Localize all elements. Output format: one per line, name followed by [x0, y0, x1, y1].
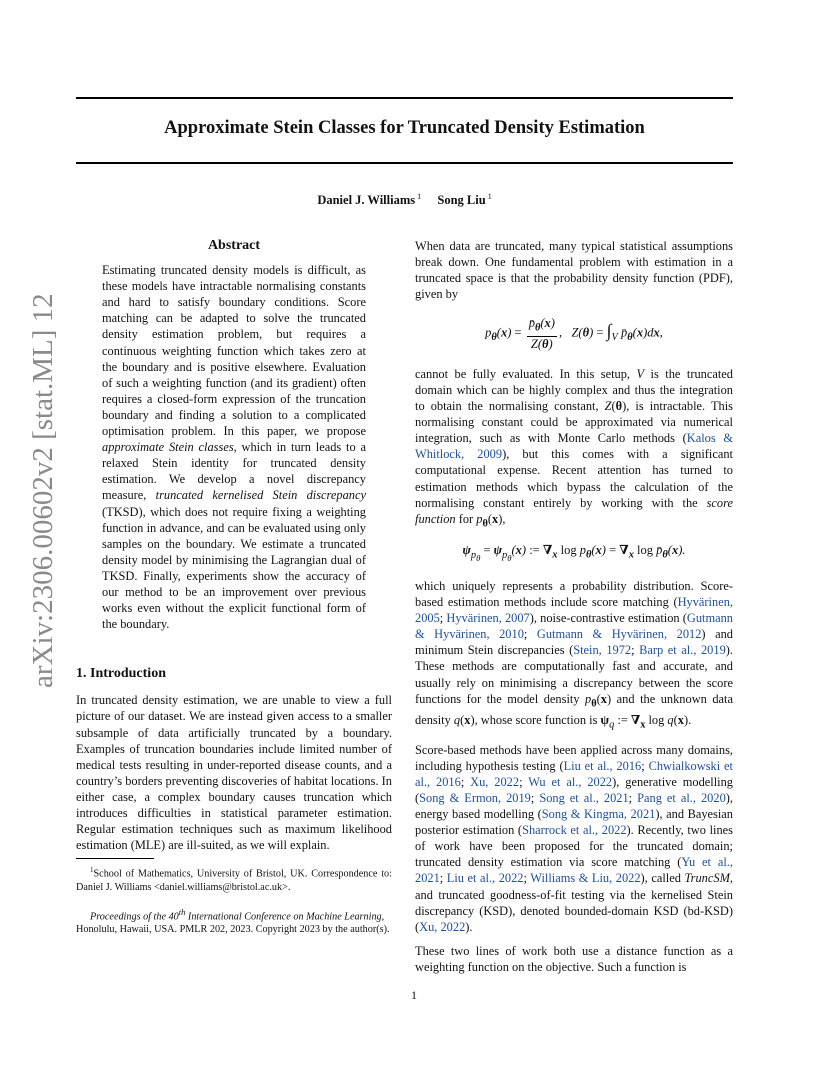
- body-paragraph: cannot be fully evaluated. In this setup, V is the truncated domain which can be highly complex and thus the integration to obtain the normalising constant, Z(θ), is intractable. This normalising constant could be approximated via numerical integration, such as with Monte Carlo methods (Kalos & Whitlock, 2009), but this comes with a significant computational expense. Recent attention has turned to estimation methods which bypass the calculation of the normalising constant entirely by working with the score function for $p_\theta(x)$,: [415, 366, 734, 530]
- right-column: [415, 238, 733, 975]
- equation-pdf: $p_\theta(x)$ = $\frac{p̄_\theta(x)}{Z(\theta)}$ , $Z(\theta) = \int_V$ $p̄_\theta(x)dx$,: [485, 316, 663, 351]
- paper-title: Approximate Stein Classes for Truncated Density Estimation: [164, 118, 645, 138]
- author-list: [76, 192, 733, 208]
- citation-link[interactable]: Wu et al., 2022: [528, 774, 613, 789]
- body-paragraph: When data are truncated, many typical statistical assumptions break down. One fundamental problem with estimation in a truncated space is that the probability density function (PDF), given by: [415, 239, 733, 302]
- citation-link[interactable]: Kalos & Whitlock, 2009: [415, 431, 733, 462]
- page-number: 1: [411, 988, 417, 1002]
- citation-link[interactable]: Sharrock et al., 2022: [522, 823, 627, 838]
- abstract-heading: Abstract: [207, 238, 261, 253]
- title-rule-top: [76, 97, 733, 99]
- citation-link[interactable]: Song et al., 2021: [539, 791, 629, 806]
- citation-link[interactable]: Liu et al., 2022: [446, 871, 524, 886]
- citation-link[interactable]: Gutmann & Hyvärinen, 2010: [415, 611, 734, 642]
- citation-link[interactable]: Stein, 1972: [573, 643, 632, 658]
- author-name: Daniel J. Williams: [317, 193, 416, 207]
- affiliation-footnote: $^1$School of Mathematics, University of Bristol, UK. Correspondence to: Daniel J. Williams <daniel.williams@bristol.ac.uk>.: [76, 866, 392, 893]
- citation-link[interactable]: Xu, 2022: [470, 774, 520, 789]
- body-paragraph: Score-based methods have been applied across many domains, including hypothesis testing (Liu et al., 2016; Chwialkowski et al., 2016; Xu, 2022; Wu et al., 2022), generative modelling (Song & Ermon, 2019; Song et al., 2021; Pang et al., 2020), energy based modelling (Song & Kingma, 2021), and Bayesian posterior estimation (Sharrock et al., 2022). Recently, two lines of work have been proposed for the truncated domain; truncated density estimation via score matching (Yu et al., 2021; Liu et al., 2022; Williams & Liu, 2022), called TruncSM, and truncated goodness-of-fit testing via the kernelised Stein discrepancy (KSD), denoted bounded-domain KSD (bd-KSD) (Xu, 2022).: [415, 742, 734, 934]
- equation-score-function: $\psi_{p_\theta} = \psi_{p_\theta}(x)$ := $\nabla_x$ $\log p_\theta(x) = \nabla_x$ $\log p̄_\theta(x)$.: [462, 543, 686, 563]
- citation-link[interactable]: Williams & Liu, 2022: [530, 871, 641, 886]
- left-column: [76, 238, 392, 936]
- citation-link[interactable]: Yu et al., 2021: [415, 855, 734, 886]
- citation-link[interactable]: Chwialkowski et al., 2016: [415, 758, 733, 789]
- author-affil-mark: 1: [417, 192, 422, 201]
- citation-link[interactable]: Pang et al., 2020: [637, 791, 726, 806]
- proceedings-note: Proceedings of the 40th International Conference on Machine Learning, Honolulu, Hawaii, USA. PMLR 202, 2023. Copyright 2023 by the author(s).: [76, 906, 390, 936]
- title-rule-bottom: [76, 162, 733, 164]
- section-heading-introduction: 1. Introduction: [76, 666, 166, 682]
- citation-link[interactable]: Hyvärinen, 2007: [446, 611, 530, 626]
- citation-link[interactable]: Song & Kingma, 2021: [541, 807, 656, 822]
- intro-paragraph: In truncated density estimation, we are unable to view a full picture of our dataset. We are instead given access to a smaller subsample of data artificially truncated by a boundary. Examples of truncation boundaries include limited number of medical tests resulting in under-reported disease counts, and a country’s borders preventing discoveries of habitat locations. In either case, a complex boundary causes truncation which introduces difficulties in statistical parameter estimation. Regular estimation techniques such as maximum likelihood estimation (MLE) are ill-suited, as we will explain.: [76, 693, 392, 853]
- arxiv-id: arXiv:2306.00602v2 [stat.ML] 12 Apr 2024: [27, 288, 59, 688]
- body-paragraph: which uniquely represents a probability distribution. Score-based estimation methods include score matching (Hyvärinen, 2005; Hyvärinen, 2007), noise-contrastive estimation (Gutmann & Hyvärinen, 2010; Gutmann & Hyvärinen, 2012) and minimum Stein discrepancies (Stein, 1972; Barp et al., 2019). These methods are computationally fast and accurate, and usually rely on minimising a discrepancy between the score functions for the model density $p_\theta(x)$ and the unknown data density q(x), whose score function is $\psi_q$ := $\nabla_x$ log q(x).: [415, 578, 734, 731]
- author-affil-mark: 1: [487, 192, 492, 201]
- citation-link[interactable]: Gutmann & Hyvärinen, 2012: [536, 627, 702, 642]
- body-paragraph: These two lines of work both use a distance function as a weighting function on the objective. Such a function is: [415, 943, 733, 974]
- citation-link[interactable]: Song & Ermon, 2019: [419, 791, 531, 806]
- citation-link[interactable]: Xu, 2022: [419, 919, 466, 934]
- footnote-rule: [76, 858, 154, 859]
- citation-link[interactable]: Liu et al., 2016: [563, 758, 642, 773]
- arxiv-stamp: [18, 288, 62, 688]
- author-name: Song Liu: [437, 193, 486, 207]
- citation-link[interactable]: Barp et al., 2019: [639, 643, 726, 658]
- abstract-body: Estimating truncated density models is difficult, as these models have intractable normalising constants and hard to satisfy boundary conditions. Score matching can be adapted to solve the truncated density estimation problem, but requires a continuous weighting function which takes zero at the boundary and is positive elsewhere. Evaluation of such a weighting function (and its gradient) often requires a closed-form expression of the truncation boundary and finding a solution to a complicated optimisation problem. In this paper, we propose approximate Stein classes, which in turn leads to a relaxed Stein identity for truncated density estimation. We develop a novel discrepancy measure, truncated kernelised Stein discrepancy (TKSD), which does not require fixing a weighting function in advance, and can be evaluated using only samples on the boundary. We estimate a truncated density model by minimising the Lagrangian dual of TKSD. Finally, experiments show the accuracy of our method to be an improvement over previous works even without the explicit functional form of the boundary.: [102, 263, 366, 632]
- citation-link[interactable]: Hyvärinen, 2005: [415, 595, 733, 626]
